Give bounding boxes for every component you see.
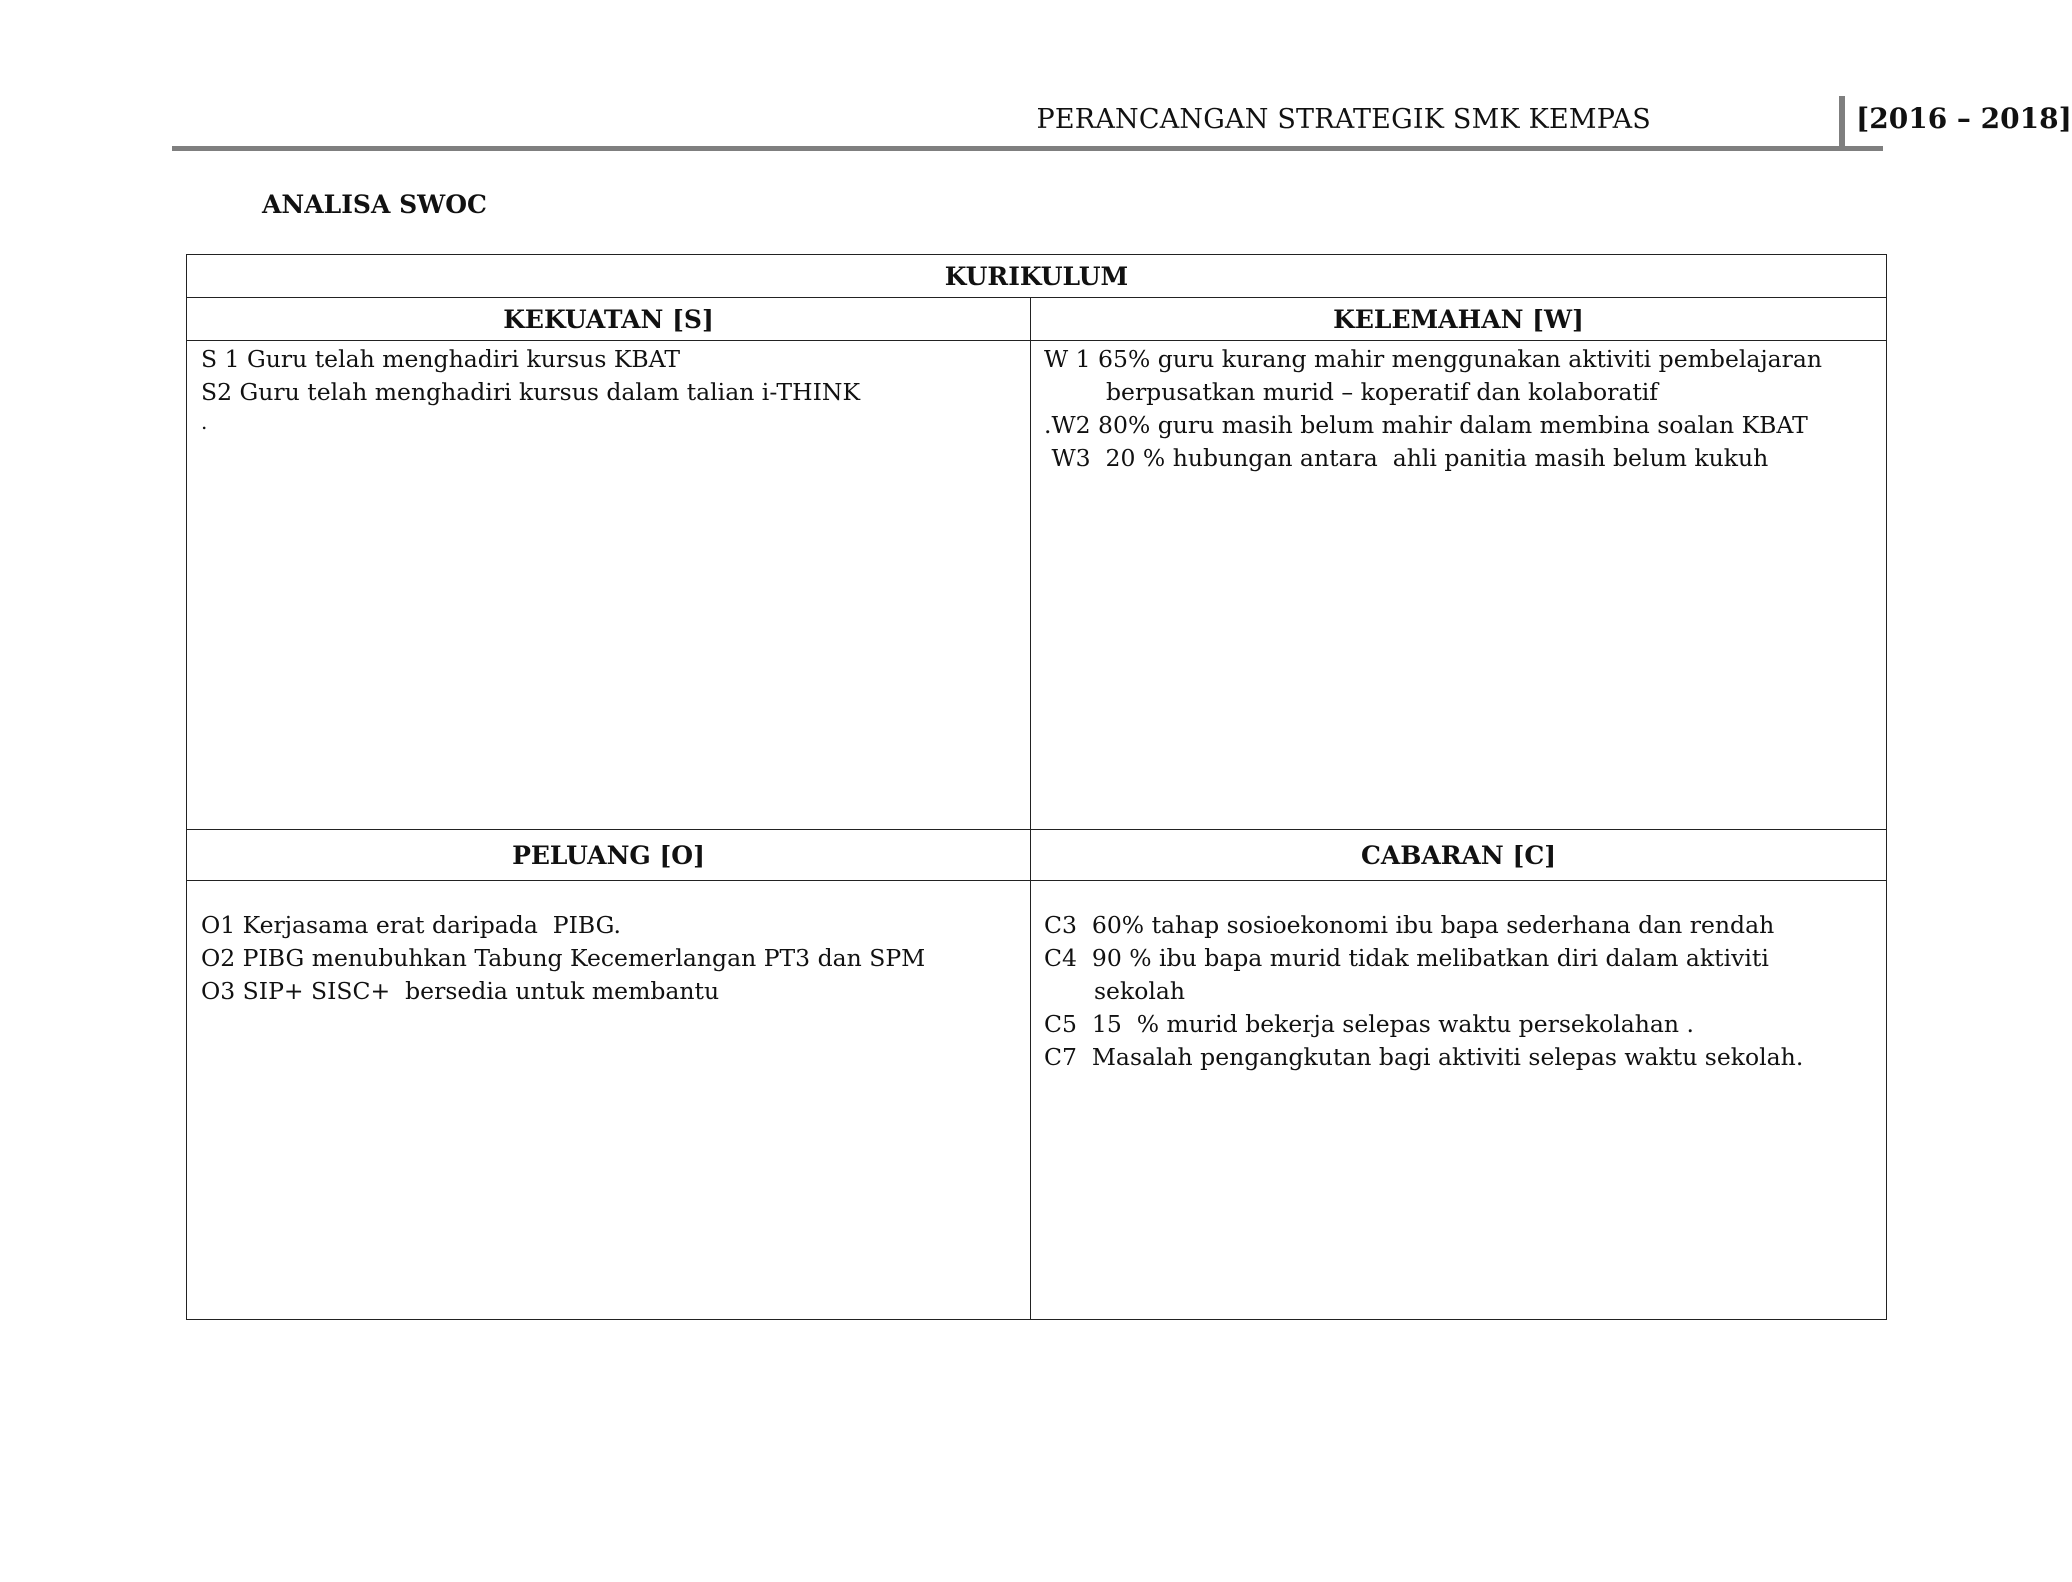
table-subheading-row-bottom (187, 830, 1887, 881)
challenge-item-continuation: sekolah (1094, 977, 1186, 1005)
strength-item: S2 Guru telah menghadiri kursus dalam talian i-THINK (201, 378, 860, 406)
opportunity-item: O1 Kerjasama erat daripada PIBG. (201, 911, 622, 939)
opportunity-item: O3 SIP+ SISC+ bersedia untuk membantu (201, 977, 720, 1005)
header-separator (1839, 96, 1845, 146)
weakness-item: W 1 65% guru kurang mahir menggunakan aktiviti pembelajaran (1044, 345, 1823, 373)
weakness-item-continuation: berpusatkan murid – koperatif dan kolaboratif (1106, 378, 1659, 406)
table-row-top (187, 341, 1887, 830)
strengths-list (201, 343, 1030, 435)
opportunities-cell (187, 881, 1031, 1320)
header-title: PERANCANGAN STRATEGIK SMK KEMPAS (1036, 104, 1651, 135)
weaknesses-list (1044, 343, 1886, 475)
strengths-heading: KEKUATAN [S] (187, 298, 1031, 341)
table-subheading-row-top (187, 298, 1887, 341)
challenge-item: C7 Masalah pengangkutan bagi aktiviti selepas waktu sekolah. (1044, 1043, 1804, 1071)
opportunity-item: O2 PIBG menubuhkan Tabung Kecemerlangan PT3 dan SPM (201, 944, 926, 972)
opportunities-heading: PELUANG [O] (187, 830, 1031, 881)
header-years: [2016 – 2018] (1856, 102, 2072, 135)
opportunities-list (201, 909, 1030, 1008)
section-title: ANALISA SWOC (262, 190, 487, 219)
challenges-list (1044, 909, 1886, 1074)
challenge-item: C5 15 % murid bekerja selepas waktu persekolahan . (1044, 1010, 1694, 1038)
challenges-heading: CABARAN [C] (1031, 830, 1887, 881)
table-main-heading: KURIKULUM (187, 255, 1887, 298)
strengths-cell (187, 341, 1031, 830)
table-heading-row (187, 255, 1887, 298)
page-header (172, 96, 2072, 148)
table-row-bottom (187, 881, 1887, 1320)
header-rule (172, 146, 1883, 151)
swoc-table (186, 254, 1887, 1320)
strength-item: S 1 Guru telah menghadiri kursus KBAT (201, 345, 681, 373)
weakness-item: .W2 80% guru masih belum mahir dalam membina soalan KBAT (1044, 411, 1808, 439)
challenge-item: C4 90 % ibu bapa murid tidak melibatkan diri dalam aktiviti (1044, 944, 1769, 972)
weaknesses-cell (1031, 341, 1887, 830)
strength-item: . (201, 410, 208, 434)
challenges-cell (1031, 881, 1887, 1320)
challenge-item: C3 60% tahap sosioekonomi ibu bapa sederhana dan rendah (1044, 911, 1775, 939)
weakness-item: W3 20 % hubungan antara ahli panitia masih belum kukuh (1044, 444, 1769, 472)
weaknesses-heading: KELEMAHAN [W] (1031, 298, 1887, 341)
